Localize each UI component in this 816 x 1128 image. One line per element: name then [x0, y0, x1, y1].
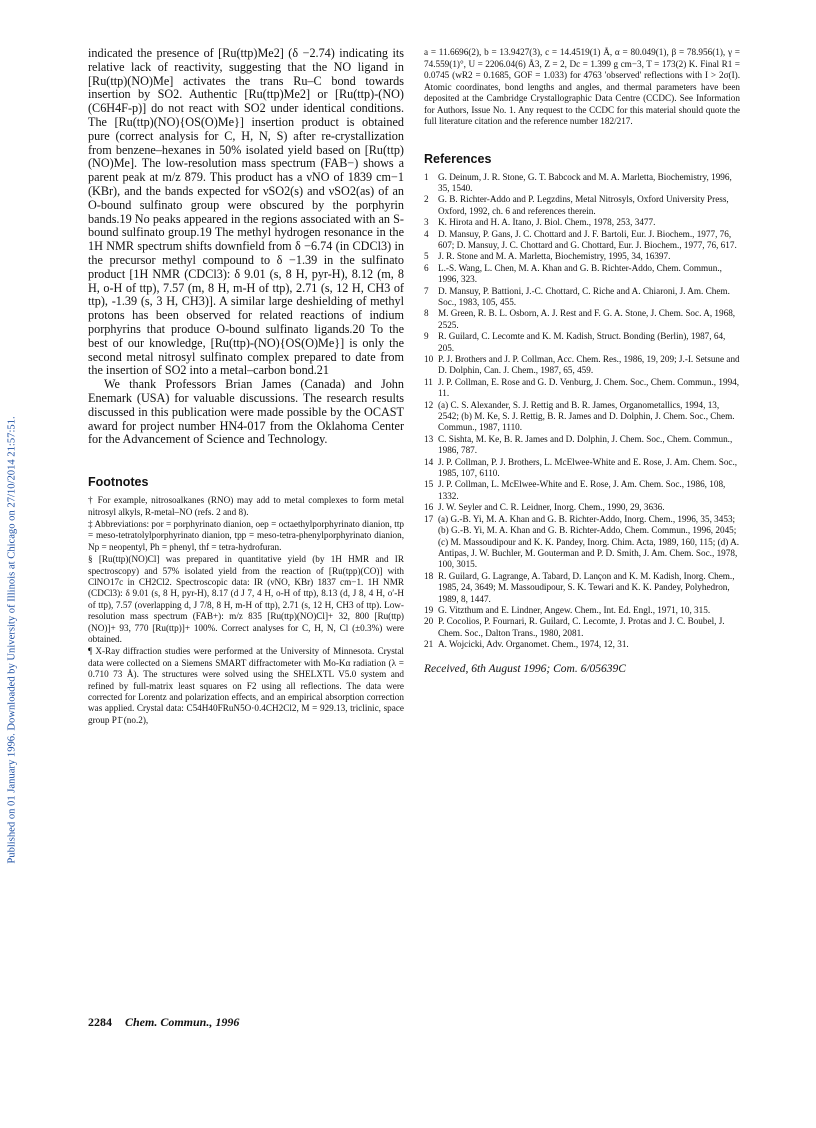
reference-item	[424, 251, 740, 262]
references-list	[424, 172, 740, 651]
reference-number: 19	[424, 604, 434, 615]
reference-number: 17	[424, 513, 434, 524]
reference-item	[424, 194, 740, 217]
download-watermark[interactable]	[0, 180, 24, 1100]
reference-item	[424, 286, 740, 309]
reference-text: G. Vitzthum and E. Lindner, Angew. Chem., Int. Ed. Engl., 1971, 10, 315.	[438, 604, 711, 615]
footnote-item: § [Ru(ttp)(NO)Cl] was prepared in quantitative yield (by 1H HMR and IR spectroscopy) and 57% isolated yield from the reaction of [Ru(tpp)(CO)] with ClNO17c in CH2Cl2. Spectroscopic data: IR (νNO, KBr) 1837 cm−1. 1H NMR (CDCl3): δ 9.01 (s, 8 H, pyr-H), 8.17 (d J 7, 4 H, o-H of ttp), 8.13 (d, J 8, 4 H, o′-H of ttp), 7.57 (overlapping d, J 7/8, 8 H, m-H of ttp), 2.71 (s, 12 H, CH3 of ttp). Low-resolution mass spectrum (FAB+): m/z 835 [Ru(ttp)(NO)Cl]+ 32, 800 [Ru(ttp)(NO)]+ 93, 770 [Ru(ttp)]+ 100%. Correct analyses for C, H, N, Cl (±0.3%) were obtained.	[88, 554, 404, 644]
reference-item	[424, 457, 740, 480]
reference-number: 12	[424, 399, 434, 410]
download-watermark-text[interactable]: Published on 01 January 1996. Downloaded by University of Illinois at Chicago on 27/10/2014 21:57:51.	[6, 416, 18, 864]
reference-text: G. Deinum, J. R. Stone, G. T. Babcock and M. A. Marletta, Biochemistry, 1996, 35, 1540.	[438, 171, 732, 193]
reference-number: 18	[424, 570, 434, 581]
reference-item	[424, 434, 740, 457]
reference-number: 11	[424, 376, 433, 387]
reference-text: R. Guilard, C. Lecomte and K. M. Kadish, Struct. Bonding (Berlin), 1987, 64, 205.	[438, 331, 726, 353]
reference-text: (a) G.-B. Yi, M. A. Khan and G. B. Richter-Addo, Inorg. Chem., 1996, 35, 3453; (b) G.-B. Yi, M. A. Khan and G. B. Richter-Addo, Chem. Commun., 1996, 2045; (c) M. Massoudipour and K. K. Pandey, Inorg. Chim. Acta, 1989, 160, 115; (d) A. Antipas, J. W. Buchler, M. Gouterman and P. D. Smith, J. Am. Chem. Soc., 1978, 100, 3015.	[438, 513, 740, 570]
page-number: 2284	[88, 1015, 112, 1029]
references-heading: References	[424, 151, 492, 166]
reference-item	[424, 354, 740, 377]
reference-number: 3	[424, 217, 429, 228]
reference-text: M. Green, R. B. L. Osborn, A. J. Rest and F. G. A. Stone, J. Chem. Soc. A, 1968, 2525.	[438, 308, 736, 330]
reference-number: 14	[424, 456, 434, 467]
reference-text: J. P. Collman, P. J. Brothers, L. McElwee-White and E. Rose, J. Am. Chem. Soc., 1985, 107, 6110.	[438, 456, 738, 479]
reference-item	[424, 331, 740, 354]
right-column	[424, 47, 740, 675]
reference-item	[424, 172, 740, 195]
reference-number: 5	[424, 251, 429, 262]
body-paragraph: indicated the presence of [Ru(ttp)Me2] (δ −2.74) indicating its relative lack of reactivity, suggesting that the NO ligand in [Ru(ttp)(NO)Me] activates the trans Ru–C bond towards insertion by SO2. Authentic [Ru(ttp)Me2] or [Ru(ttp)-(NO)(C6H4F-p)] do not react with SO2 under identical conditions. The [Ru(ttp)(NO){OS(O)Me}] insertion product is obtained pure (correct analysis for C, H, N, S) after re-crystallization from benzene–hexanes in 50% isolated yield based on [Ru(ttp)(NO)Me]. The low-resolution mass spectrum (FAB−) shows a parent peak at m/z 879. This product has a νNO of 1839 cm−1 (KBr), and the bands expected for νSO2(s) and νSO2(as) of an O-bound sulfinato group were obscured by the porphyrin bands.19 No peaks appeared in the regions associated with an S-bound sulfinato group.19 The methyl hydrogen resonance in the 1H NMR spectrum shifts downfield from δ −6.74 (in CDCl3) in the precursor methyl compound to δ −1.39 in the sulfinato product [1H NMR (CDCl3): δ 9.01 (s, 8 H, pyr-H), 8.12 (m, 8 H, o-H of ttp), 7.57 (m, 8 H, m-H of ttp), 2.71 (s, 12 H, CH3 of ttp), -1.39 (s, 3 H, CH3)]. A similar large deshielding of methyl protons has been observed for related reactions of indium porphyrins that produce O-bound sulfinato ligands.20 To the best of our knowledge, [Ru(ttp)-(NO){OS(O)Me}] is only the second metal nitrosyl sulfinato complex prepared to date from the insertion of SO2 into a metal–carbon bond.21	[88, 46, 404, 378]
footnotes-heading: Footnotes	[88, 475, 149, 490]
reference-item	[424, 616, 740, 639]
reference-number: 15	[424, 479, 434, 490]
reference-number: 16	[424, 502, 434, 513]
reference-item	[424, 377, 740, 400]
footnote-item: ¶ X-Ray diffraction studies were performed at the University of Minnesota. Crystal data were collected on a Siemens SMART diffractometer with Mo-Kα radiation (λ = 0.710 73 Å). The structures were solved using the SHELXTL V5.0 system and refined by full-matrix least squares on F2 using all reflections. The data were corrected for Lorentz and polarization effects, and an empirical absorption correction was applied. Crystal data: C54H40FRuN5O·0.4CH2Cl2, M = 929.13, triclinic, space group P1̄ (no.2),	[88, 646, 404, 725]
reference-item	[424, 639, 740, 650]
reference-text: J. W. Seyler and C. R. Leidner, Inorg. Chem., 1990, 29, 3636.	[438, 502, 665, 513]
reference-text: R. Guilard, G. Lagrange, A. Tabard, D. Lançon and K. M. Kadish, Inorg. Chem., 1985, 24, 3649; M. Massoudipour, S. K. Tewari and K. K. Pandey, Polyhedron, 1989, 8, 1447.	[438, 570, 735, 604]
reference-item	[424, 571, 740, 605]
journal-citation: Chem. Commun., 1996	[125, 1015, 240, 1029]
crystal-data-continuation: a = 11.6696(2), b = 13.9427(3), c = 14.4519(1) Å, α = 80.049(1), β = 78.956(1), γ = 74.559(1)°, U = 2206.04(6) Å3, Z = 2, Dc = 1.399 g cm−3, T = 173(2) K. Final R1 = 0.0745 (wR2 = 0.1685, GOF = 1.033) for 4763 'observed' reflections with I > 2σ(I). Atomic coordinates, bond lengths and angles, and thermal parameters have been deposited at the Cambridge Crystallographic Data Centre (CCDC). See Information for Authors, Issue No. 1. Any request to the CCDC for this material should quote the full literature citation and the reference number 182/217.	[424, 47, 740, 126]
reference-text: C. Sishta, M. Ke, B. R. James and D. Dolphin, J. Chem. Soc., Chem. Commun., 1986, 787.	[438, 433, 733, 456]
reference-number: 6	[424, 262, 429, 273]
reference-item	[424, 502, 740, 513]
reference-number: 9	[424, 331, 429, 342]
reference-text: J. P. Collman, L. McElwee-White and E. Rose, J. Am. Chem. Soc., 1986, 108, 1332.	[438, 479, 726, 501]
reference-text: A. Wojcicki, Adv. Organomet. Chem., 1974, 12, 31.	[438, 639, 629, 650]
reference-number: 10	[424, 354, 434, 364]
reference-text: P. J. Brothers and J. P. Collman, Acc. Chem. Res., 1986, 19, 209; J.-I. Setsune and D. Dolphin, Can. J. Chem., 1987, 65, 459.	[438, 354, 740, 376]
reference-text: K. Hirota and H. A. Itano, J. Biol. Chem., 1978, 253, 3477.	[438, 217, 656, 228]
reference-number: 8	[424, 308, 429, 319]
reference-number: 2	[424, 194, 429, 205]
left-column	[88, 47, 404, 727]
reference-text: L.-S. Wang, L. Chen, M. A. Khan and G. B. Richter-Addo, Chem. Commun., 1996, 323.	[438, 262, 722, 285]
reference-text: D. Mansuy, P. Battioni, J.-C. Chottard, C. Riche and A. Chiaroni, J. Am. Chem. Soc., 1983, 105, 455.	[438, 285, 730, 307]
received-line: Received, 6th August 1996; Com. 6/05639C	[424, 662, 626, 675]
reference-item	[424, 263, 740, 286]
reference-item	[424, 514, 740, 571]
reference-number: 4	[424, 228, 429, 239]
reference-text: G. B. Richter-Addo and P. Legzdins, Metal Nitrosyls, Oxford University Press, Oxford, 1992, ch. 6 and references therein.	[438, 194, 729, 216]
reference-text: J. R. Stone and M. A. Marletta, Biochemistry, 1995, 34, 16397.	[438, 251, 671, 262]
reference-number: 7	[424, 285, 429, 296]
page-footer	[88, 1015, 239, 1030]
reference-item	[424, 229, 740, 252]
reference-item	[424, 479, 740, 502]
reference-text: J. P. Collman, E. Rose and G. D. Venburg, J. Chem. Soc., Chem. Commun., 1994, 11.	[438, 376, 740, 399]
reference-item	[424, 605, 740, 616]
reference-number: 21	[424, 639, 434, 650]
reference-item	[424, 308, 740, 331]
reference-text: D. Mansuy, P. Gans, J. C. Chottard and J. F. Bartoli, Eur. J. Biochem., 1977, 76, 607; D. Mansuy, J. C. Chottard and G. Chottard, Eur. J. Biochem., 1977, 76, 617.	[438, 228, 737, 250]
reference-text: P. Cocolios, P. Fournari, R. Guilard, C. Lecomte, J. Protas and J. C. Boubel, J. Chem. Soc., Dalton Trans., 1980, 2081.	[438, 616, 725, 638]
reference-number: 20	[424, 616, 434, 627]
reference-text: (a) C. S. Alexander, S. J. Rettig and B. R. James, Organometallics, 1994, 13, 2542; (b) M. Ke, S. J. Rettig, B. R. James and D. Dolphin, J. Chem. Soc., Chem. Commun., 1987, 1110.	[438, 399, 735, 433]
acknowledgement-paragraph: We thank Professors Brian James (Canada) and John Enemark (USA) for valuable discussions. The research results discussed in this publication were made possible by the OCAST award for project number HN4-017 from the Oklahoma Center for the Advancement of Science and Technology.	[88, 377, 404, 447]
reference-item	[424, 400, 740, 434]
reference-number: 13	[424, 433, 434, 444]
reference-number: 1	[424, 171, 429, 182]
footnote-item: ‡ Abbreviations: por = porphyrinato dianion, oep = octaethylporphyrinato dianion, ttp = meso-tetratolylporphyrinato dianion, tpp = meso-tetra-phenylporphyrinato dianion, Np = neopentyl, Ph = phenyl, thf = tetra-hydrofuran.	[88, 518, 404, 552]
reference-item	[424, 217, 740, 228]
footnote-item: † For example, nitrosoalkanes (RNO) may add to metal complexes to form metal nitrosyl alkyls, R-metal–NO (refs. 2 and 8).	[88, 495, 404, 517]
